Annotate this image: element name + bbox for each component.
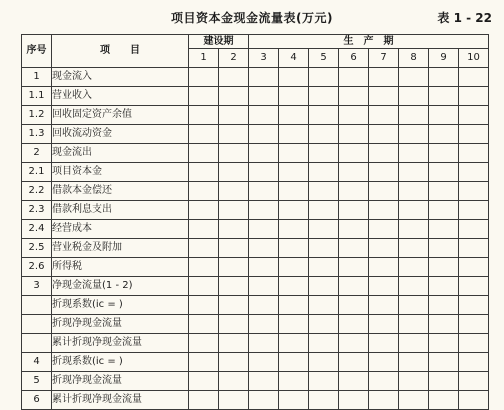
value-cell (429, 87, 459, 106)
row-seq (22, 334, 52, 353)
row-seq: 2.4 (22, 220, 52, 239)
value-cell (399, 106, 429, 125)
table-row (22, 258, 489, 277)
value-cell (429, 220, 459, 239)
year-header: 6 (339, 49, 369, 68)
value-cell (189, 220, 219, 239)
value-cell (249, 353, 279, 372)
value-cell (189, 106, 219, 125)
value-cell (219, 68, 249, 87)
value-cell (309, 87, 339, 106)
value-cell (219, 87, 249, 106)
row-seq: 6 (22, 391, 52, 410)
value-cell (459, 182, 489, 201)
row-item: 折现净现金流量 (52, 315, 189, 334)
table-row (22, 372, 489, 391)
value-cell (189, 296, 219, 315)
value-cell (459, 334, 489, 353)
row-seq: 1.1 (22, 87, 52, 106)
row-seq: 5 (22, 372, 52, 391)
value-cell (309, 68, 339, 87)
value-cell (459, 296, 489, 315)
value-cell (249, 144, 279, 163)
value-cell (249, 201, 279, 220)
table-row (22, 315, 489, 334)
value-cell (339, 106, 369, 125)
value-cell (249, 182, 279, 201)
value-cell (369, 68, 399, 87)
row-item: 借款本金偿还 (52, 182, 189, 201)
header-seq: 序号 (22, 35, 52, 68)
value-cell (279, 163, 309, 182)
value-cell (459, 87, 489, 106)
value-cell (429, 68, 459, 87)
value-cell (369, 201, 399, 220)
row-item: 累计折现净现金流量 (52, 334, 189, 353)
value-cell (279, 239, 309, 258)
table-row (22, 144, 489, 163)
table-row (22, 353, 489, 372)
value-cell (189, 334, 219, 353)
value-cell (459, 258, 489, 277)
value-cell (339, 201, 369, 220)
value-cell (279, 201, 309, 220)
year-header: 3 (249, 49, 279, 68)
value-cell (189, 277, 219, 296)
value-cell (309, 353, 339, 372)
value-cell (399, 87, 429, 106)
value-cell (279, 182, 309, 201)
value-cell (219, 277, 249, 296)
value-cell (219, 106, 249, 125)
row-item: 所得税 (52, 258, 189, 277)
value-cell (219, 315, 249, 334)
table-row (22, 201, 489, 220)
value-cell (189, 353, 219, 372)
header-item: 项 目 (52, 35, 189, 68)
value-cell (309, 315, 339, 334)
value-cell (339, 277, 369, 296)
value-cell (219, 163, 249, 182)
value-cell (399, 144, 429, 163)
value-cell (339, 68, 369, 87)
table-row (22, 296, 489, 315)
value-cell (309, 334, 339, 353)
value-cell (369, 239, 399, 258)
value-cell (399, 372, 429, 391)
value-cell (309, 163, 339, 182)
value-cell (399, 201, 429, 220)
table-body (22, 68, 489, 410)
row-seq (22, 296, 52, 315)
table-row (22, 87, 489, 106)
value-cell (339, 315, 369, 334)
value-cell (309, 106, 339, 125)
value-cell (459, 239, 489, 258)
value-cell (219, 201, 249, 220)
value-cell (429, 239, 459, 258)
value-cell (459, 68, 489, 87)
value-cell (189, 239, 219, 258)
value-cell (459, 315, 489, 334)
row-seq: 2.3 (22, 201, 52, 220)
value-cell (249, 258, 279, 277)
value-cell (279, 220, 309, 239)
row-seq: 3 (22, 277, 52, 296)
table-row (22, 163, 489, 182)
value-cell (249, 334, 279, 353)
value-cell (279, 125, 309, 144)
value-cell (219, 125, 249, 144)
table-row (22, 182, 489, 201)
cash-flow-table (21, 34, 489, 410)
value-cell (429, 372, 459, 391)
value-cell (249, 106, 279, 125)
value-cell (189, 315, 219, 334)
row-item: 营业收入 (52, 87, 189, 106)
row-item: 回收固定资产余值 (52, 106, 189, 125)
row-seq: 1.2 (22, 106, 52, 125)
value-cell (249, 163, 279, 182)
value-cell (219, 182, 249, 201)
value-cell (279, 296, 309, 315)
value-cell (369, 163, 399, 182)
row-item: 回收流动资金 (52, 125, 189, 144)
table-row (22, 239, 489, 258)
value-cell (429, 277, 459, 296)
value-cell (309, 144, 339, 163)
value-cell (219, 144, 249, 163)
value-cell (369, 182, 399, 201)
value-cell (459, 106, 489, 125)
year-header: 9 (429, 49, 459, 68)
value-cell (429, 296, 459, 315)
value-cell (189, 258, 219, 277)
row-seq: 2.2 (22, 182, 52, 201)
year-header: 4 (279, 49, 309, 68)
value-cell (429, 334, 459, 353)
value-cell (339, 125, 369, 144)
value-cell (459, 277, 489, 296)
value-cell (429, 258, 459, 277)
value-cell (369, 144, 399, 163)
value-cell (429, 201, 459, 220)
value-cell (429, 353, 459, 372)
value-cell (459, 220, 489, 239)
value-cell (219, 334, 249, 353)
value-cell (249, 296, 279, 315)
value-cell (369, 296, 399, 315)
value-cell (249, 87, 279, 106)
header-production-period: 生 产 期 (249, 35, 489, 49)
value-cell (339, 372, 369, 391)
value-cell (309, 201, 339, 220)
value-cell (339, 220, 369, 239)
value-cell (279, 315, 309, 334)
table-number: 表 1 - 22 (437, 11, 492, 25)
value-cell (309, 125, 339, 144)
value-cell (249, 372, 279, 391)
value-cell (189, 144, 219, 163)
row-seq: 2.6 (22, 258, 52, 277)
value-cell (399, 315, 429, 334)
value-cell (189, 182, 219, 201)
row-seq: 1.3 (22, 125, 52, 144)
value-cell (369, 334, 399, 353)
value-cell (309, 277, 339, 296)
row-item: 折现系数(ic = ) (52, 353, 189, 372)
value-cell (309, 182, 339, 201)
value-cell (249, 68, 279, 87)
value-cell (309, 220, 339, 239)
value-cell (369, 87, 399, 106)
value-cell (429, 182, 459, 201)
value-cell (249, 277, 279, 296)
row-item: 现金流入 (52, 68, 189, 87)
value-cell (369, 353, 399, 372)
header-construction-period: 建设期 (189, 35, 249, 49)
value-cell (279, 144, 309, 163)
value-cell (369, 125, 399, 144)
row-item: 折现净现金流量 (52, 372, 189, 391)
table-row (22, 334, 489, 353)
value-cell (279, 68, 309, 87)
value-cell (189, 201, 219, 220)
value-cell (339, 163, 369, 182)
value-cell (309, 239, 339, 258)
value-cell (369, 106, 399, 125)
value-cell (399, 182, 429, 201)
value-cell (339, 144, 369, 163)
row-item: 现金流出 (52, 144, 189, 163)
value-cell (279, 106, 309, 125)
year-header: 8 (399, 49, 429, 68)
year-header: 1 (189, 49, 219, 68)
year-header: 2 (219, 49, 249, 68)
value-cell (369, 258, 399, 277)
value-cell (459, 125, 489, 144)
value-cell (249, 125, 279, 144)
value-cell (399, 125, 429, 144)
value-cell (279, 277, 309, 296)
value-cell (399, 163, 429, 182)
value-cell (339, 182, 369, 201)
year-header: 5 (309, 49, 339, 68)
row-seq: 2.1 (22, 163, 52, 182)
value-cell (219, 372, 249, 391)
value-cell (429, 163, 459, 182)
value-cell (189, 372, 219, 391)
value-cell (219, 353, 249, 372)
value-cell (369, 315, 399, 334)
value-cell (219, 258, 249, 277)
value-cell (339, 353, 369, 372)
value-cell (459, 163, 489, 182)
table-row (22, 106, 489, 125)
row-item: 借款利息支出 (52, 201, 189, 220)
value-cell (219, 296, 249, 315)
value-cell (339, 258, 369, 277)
value-cell (219, 220, 249, 239)
value-cell (399, 220, 429, 239)
value-cell (399, 68, 429, 87)
row-item: 折现系数(ic = ) (52, 296, 189, 315)
value-cell (189, 163, 219, 182)
value-cell (399, 239, 429, 258)
year-header: 7 (369, 49, 399, 68)
row-seq: 2 (22, 144, 52, 163)
value-cell (249, 315, 279, 334)
value-cell (459, 372, 489, 391)
row-item: 项目资本金 (52, 163, 189, 182)
row-item: 营业税金及附加 (52, 239, 189, 258)
value-cell (279, 353, 309, 372)
value-cell (249, 220, 279, 239)
value-cell (219, 239, 249, 258)
row-item: 累计折现净现金流量 (52, 391, 189, 410)
value-cell (459, 353, 489, 372)
value-cell (429, 144, 459, 163)
value-cell (339, 334, 369, 353)
row-seq: 4 (22, 353, 52, 372)
value-cell (189, 68, 219, 87)
value-cell (309, 296, 339, 315)
table-row (22, 220, 489, 239)
value-cell (189, 125, 219, 144)
value-cell (309, 258, 339, 277)
row-seq: 2.5 (22, 239, 52, 258)
value-cell (399, 296, 429, 315)
table-row (22, 125, 489, 144)
value-cell (309, 372, 339, 391)
value-cell (279, 372, 309, 391)
value-cell (399, 353, 429, 372)
row-item: 净现金流量(1 - 2) (52, 277, 189, 296)
value-cell (459, 201, 489, 220)
value-cell (339, 296, 369, 315)
row-seq: 1 (22, 68, 52, 87)
table-row (22, 277, 489, 296)
table-row (22, 68, 489, 87)
value-cell (279, 258, 309, 277)
value-cell (189, 87, 219, 106)
value-cell (369, 277, 399, 296)
value-cell (429, 315, 459, 334)
value-cell (369, 220, 399, 239)
value-cell (339, 239, 369, 258)
value-cell (429, 106, 459, 125)
row-seq (22, 315, 52, 334)
value-cell (429, 125, 459, 144)
table-title: 项目资本金现金流量表(万元) (171, 11, 333, 25)
value-cell (459, 144, 489, 163)
row-item: 经营成本 (52, 220, 189, 239)
value-cell (279, 334, 309, 353)
value-cell (399, 258, 429, 277)
value-cell (369, 372, 399, 391)
value-cell (399, 334, 429, 353)
value-cell (339, 87, 369, 106)
value-cell (399, 277, 429, 296)
value-cell (249, 239, 279, 258)
year-header: 10 (459, 49, 489, 68)
value-cell (279, 87, 309, 106)
